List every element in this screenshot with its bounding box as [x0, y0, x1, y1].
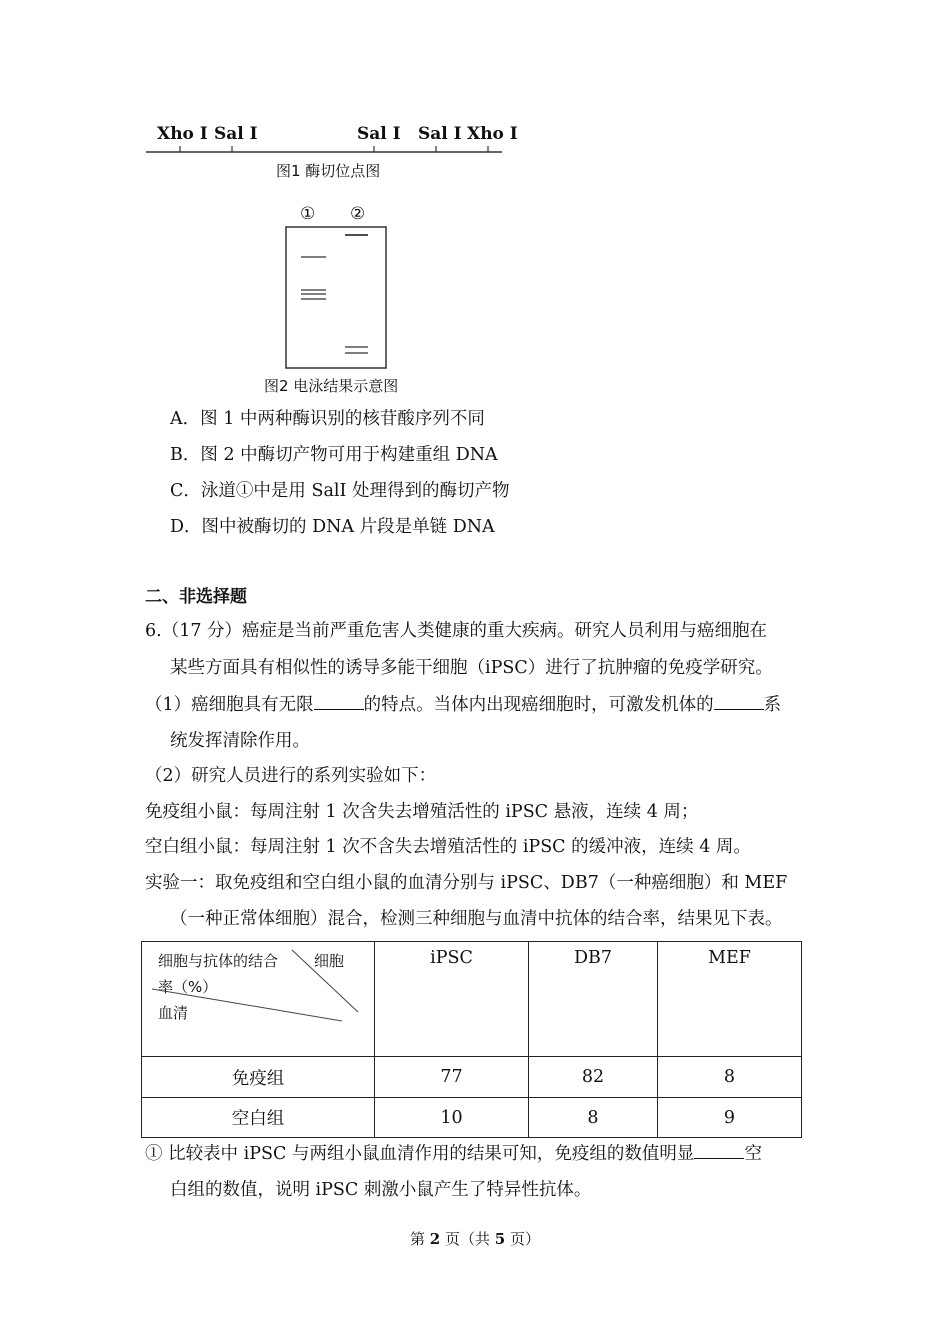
row-name: 空白组	[142, 1098, 375, 1138]
figure2-caption: 图2 电泳结果示意图	[264, 377, 399, 395]
site-label-xho-2: Xho Ⅰ	[467, 124, 518, 144]
table-row	[142, 1098, 802, 1138]
header-rate-unit: 率（%）	[158, 978, 218, 996]
header-rate-label: 细胞与抗体的结合	[158, 952, 279, 970]
header-cell-label: 细胞	[314, 952, 345, 970]
table-cell: 10	[375, 1098, 529, 1138]
figure2-gel	[285, 226, 389, 372]
page-footer: 第 2 页（共 5 页）	[410, 1230, 540, 1248]
table-row	[142, 1057, 802, 1098]
experiment1-line1: 实验一：取免疫组和空白组小鼠的血清分别与 iPSC、DB7（一种癌细胞）和 MEF	[145, 873, 788, 893]
results-table	[141, 941, 802, 1138]
option-c: C．泳道①中是用 SalI 处理得到的酶切产物	[170, 481, 510, 501]
immune-group-desc: 免疫组小鼠：每周注射 1 次含失去增殖活性的 iPSC 悬液，连续 4 周；	[145, 802, 699, 822]
table-header-diagonal	[142, 942, 375, 1057]
column-header: DB7	[529, 942, 658, 1057]
q6-line1: 6.（17 分）癌症是当前严重危害人类健康的重大疾病。研究人员利用与癌细胞在	[145, 621, 768, 641]
section-title: 二、非选择题	[145, 587, 247, 607]
q6-line2: 某些方面具有相似性的诱导多能干细胞（iPSC）进行了抗肿瘤的免疫学研究。	[170, 658, 773, 678]
answer-blank-2[interactable]	[714, 692, 764, 710]
total-pages: 5	[494, 1230, 506, 1248]
table-cell: 9	[658, 1098, 802, 1138]
sub1-line1: ① 比较表中 iPSC 与两组小鼠血清作用的结果可知，免疫组的数值明显 空	[145, 1141, 762, 1166]
table-cell: 82	[529, 1057, 658, 1098]
figure1-caption: 图1 酶切位点图	[276, 162, 381, 180]
lane1-label: ①	[300, 204, 316, 224]
option-a: A．图 1 中两种酶识别的核苷酸序列不同	[170, 409, 485, 429]
sub1-line2: 白组的数值，说明 iPSC 刺激小鼠产生了特异性抗体。	[170, 1180, 592, 1200]
site-label-xho-1: Xho Ⅰ	[157, 124, 208, 144]
site-label-sal-1: Sal Ⅰ	[214, 124, 258, 144]
lane2-label: ②	[350, 204, 366, 224]
table-cell: 8	[529, 1098, 658, 1138]
q6-part1-line2: 统发挥清除作用。	[170, 731, 310, 751]
table-cell: 8	[658, 1057, 802, 1098]
option-b: B．图 2 中酶切产物可用于构建重组 DNA	[170, 445, 498, 465]
page-number: 2	[429, 1230, 441, 1248]
answer-blank-3[interactable]	[694, 1141, 744, 1159]
row-name: 免疫组	[142, 1057, 375, 1098]
header-serum-label: 血清	[158, 1004, 189, 1022]
experiment1-line2: （一种正常体细胞）混合，检测三种细胞与血清中抗体的结合率，结果见下表。	[170, 909, 783, 929]
column-header: MEF	[658, 942, 802, 1057]
site-label-sal-3: Sal Ⅰ	[418, 124, 462, 144]
option-d: D．图中被酶切的 DNA 片段是单链 DNA	[170, 517, 495, 537]
blank-group-desc: 空白组小鼠：每周注射 1 次不含失去增殖活性的 iPSC 的缓冲液，连续 4 周。	[145, 837, 751, 857]
site-label-sal-2: Sal Ⅰ	[357, 124, 401, 144]
q6-part2: （2）研究人员进行的系列实验如下：	[145, 766, 437, 786]
answer-blank-1[interactable]	[314, 692, 364, 710]
column-header: iPSC	[375, 942, 529, 1057]
table-cell: 77	[375, 1057, 529, 1098]
q6-part1: （1）癌细胞具有无限 的特点。当体内出现癌细胞时，可激发机体的 系	[145, 692, 781, 717]
